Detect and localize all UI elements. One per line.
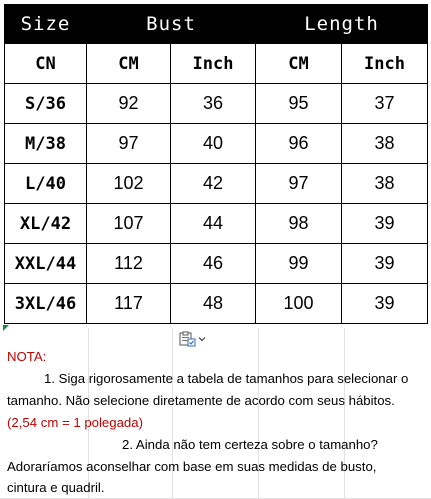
top-crop-edge: [0, 0, 431, 4]
table-row: [5, 84, 428, 124]
notes-block: [0, 346, 431, 499]
table-row: [5, 284, 428, 324]
table-row: [5, 244, 428, 284]
length-inch-cell: 37: [342, 84, 428, 124]
bust-inch-cell: 48: [171, 284, 256, 324]
subheader-bust-inch: Inch: [171, 44, 256, 84]
chevron-down-icon: [198, 335, 206, 343]
note-line: 2. Ainda não tem certeza sobre o tamanho?: [122, 437, 378, 452]
size-cell: S/36: [5, 84, 87, 124]
bust-cm-cell: 92: [87, 84, 171, 124]
header-size: Size: [5, 5, 87, 44]
size-cell: L/40: [5, 164, 87, 204]
table-header-row: [5, 5, 428, 44]
size-cell: XL/42: [5, 204, 87, 244]
note-line: Adoraríamos aconselhar com base em suas medidas de busto,: [7, 459, 377, 474]
bust-inch-cell: 36: [171, 84, 256, 124]
length-inch-cell: 39: [342, 284, 428, 324]
size-cell: M/38: [5, 124, 87, 164]
subheader-length-inch: Inch: [342, 44, 428, 84]
length-cm-cell: 96: [256, 124, 342, 164]
notes-title: NOTA:: [7, 349, 47, 364]
bust-cm-cell: 102: [87, 164, 171, 204]
header-length: Length: [256, 5, 428, 44]
length-cm-cell: 100: [256, 284, 342, 324]
length-cm-cell: 97: [256, 164, 342, 204]
note-conversion: (2,54 cm = 1 polegada): [7, 415, 143, 430]
table-row: [5, 204, 428, 244]
subheader-length-cm: CM: [256, 44, 342, 84]
bust-cm-cell: 112: [87, 244, 171, 284]
paste-options-button[interactable]: [178, 330, 212, 347]
bust-inch-cell: 40: [171, 124, 256, 164]
note-line: cintura e quadril.: [7, 480, 105, 495]
bust-cm-cell: 117: [87, 284, 171, 324]
bust-inch-cell: 46: [171, 244, 256, 284]
table-row: [5, 124, 428, 164]
header-bust: Bust: [87, 5, 256, 44]
subheader-bust-cm: CM: [87, 44, 171, 84]
cell-comment-marker: [3, 325, 9, 331]
length-cm-cell: 95: [256, 84, 342, 124]
table-subheader-row: [5, 44, 428, 84]
length-cm-cell: 99: [256, 244, 342, 284]
note-line: 1. Siga rigorosamente a tabela de tamanhos para selecionar o: [44, 371, 409, 386]
length-inch-cell: 38: [342, 164, 428, 204]
table-row: [5, 164, 428, 204]
bust-cm-cell: 107: [87, 204, 171, 244]
length-cm-cell: 98: [256, 204, 342, 244]
bust-inch-cell: 42: [171, 164, 256, 204]
size-cell: 3XL/46: [5, 284, 87, 324]
size-cell: XXL/44: [5, 244, 87, 284]
bust-inch-cell: 44: [171, 204, 256, 244]
note-line: tamanho. Não selecione diretamente de acordo com seus hábitos.: [7, 393, 395, 408]
length-inch-cell: 39: [342, 244, 428, 284]
bust-cm-cell: 97: [87, 124, 171, 164]
length-inch-cell: 39: [342, 204, 428, 244]
subheader-cn: CN: [5, 44, 87, 84]
length-inch-cell: 38: [342, 124, 428, 164]
clipboard-icon: [178, 331, 196, 347]
size-table: [4, 4, 428, 324]
